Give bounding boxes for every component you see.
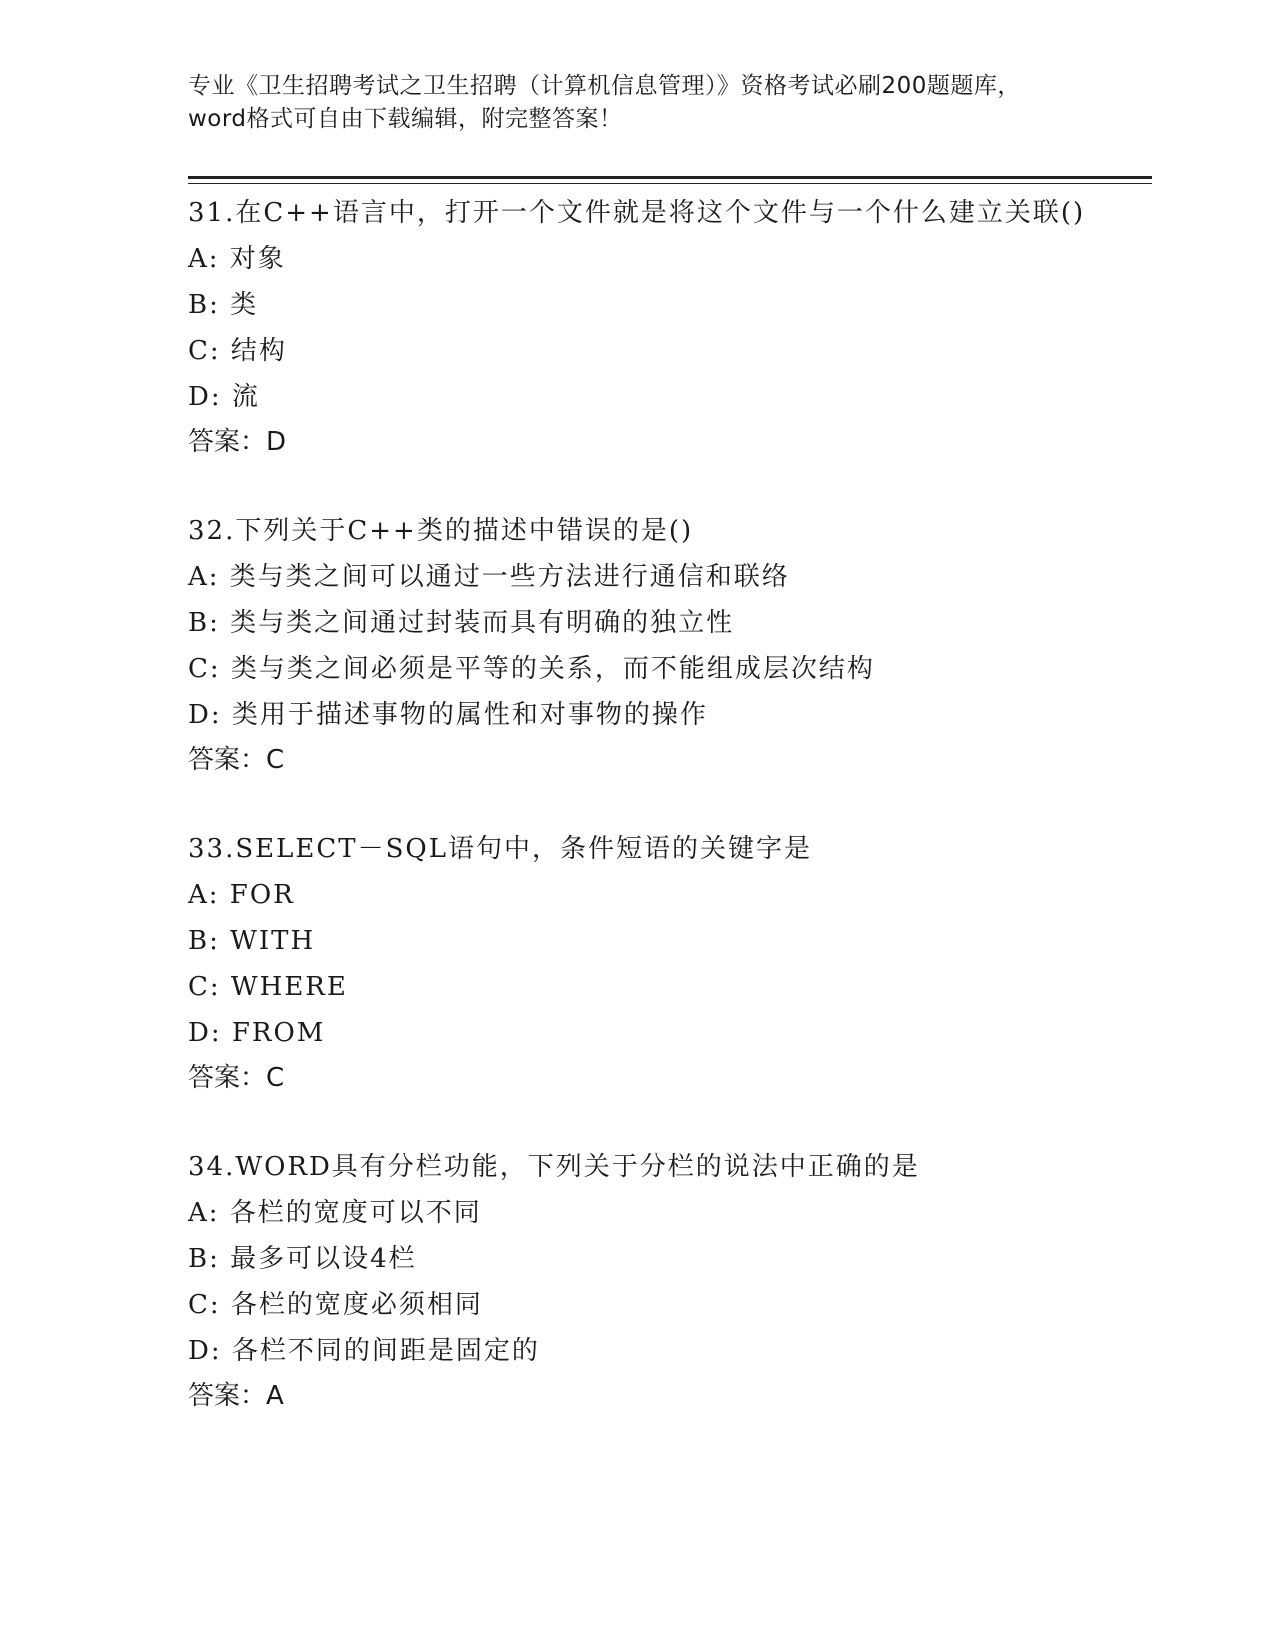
question-33 xyxy=(188,826,1108,1100)
option-b: B: 类 xyxy=(188,290,259,320)
option-c: C: 结构 xyxy=(188,336,287,366)
option-b: B: 类与类之间通过封装而具有明确的独立性 xyxy=(188,608,735,638)
answer: 答案：C xyxy=(188,1063,285,1093)
question-text: 34.WORD具有分栏功能，下列关于分栏的说法中正确的是 xyxy=(188,1152,920,1182)
option-d: D: 流 xyxy=(188,382,260,412)
option-d: D: 类用于描述事物的属性和对事物的操作 xyxy=(188,700,708,730)
header-divider-thin xyxy=(188,183,1152,184)
question-text: 31.在C++语言中，打开一个文件就是将这个文件与一个什么建立关联() xyxy=(188,198,1086,228)
header-divider-thick xyxy=(188,176,1152,179)
option-a: A: 类与类之间可以通过一些方法进行通信和联络 xyxy=(188,562,790,592)
question-text: 33.SELECT－SQL语句中，条件短语的关键字是 xyxy=(188,834,813,864)
option-c: C: WHERE xyxy=(188,972,348,1002)
option-b: B: WITH xyxy=(188,926,316,956)
option-a: A: 对象 xyxy=(188,244,286,274)
question-text: 32.下列关于C++类的描述中错误的是() xyxy=(188,516,694,546)
option-d: D: FROM xyxy=(188,1018,326,1048)
option-d: D: 各栏不同的间距是固定的 xyxy=(188,1336,540,1366)
document-header xyxy=(188,70,1148,136)
header-line-1: 专业《卫生招聘考试之卫生招聘（计算机信息管理）》资格考试必刷200题题库， xyxy=(188,73,1021,99)
answer: 答案：C xyxy=(188,745,285,775)
option-a: A: FOR xyxy=(188,880,295,910)
question-32 xyxy=(188,508,1108,782)
answer: 答案：A xyxy=(188,1381,284,1411)
option-a: A: 各栏的宽度可以不同 xyxy=(188,1198,482,1228)
answer: 答案：D xyxy=(188,427,287,457)
question-31 xyxy=(188,190,1108,464)
question-list xyxy=(188,190,1108,1462)
option-c: C: 各栏的宽度必须相同 xyxy=(188,1290,483,1320)
option-b: B: 最多可以设4栏 xyxy=(188,1244,417,1274)
header-line-2: word格式可自由下载编辑，附完整答案！ xyxy=(188,106,623,132)
option-c: C: 类与类之间必须是平等的关系，而不能组成层次结构 xyxy=(188,654,875,684)
question-34 xyxy=(188,1144,1108,1418)
